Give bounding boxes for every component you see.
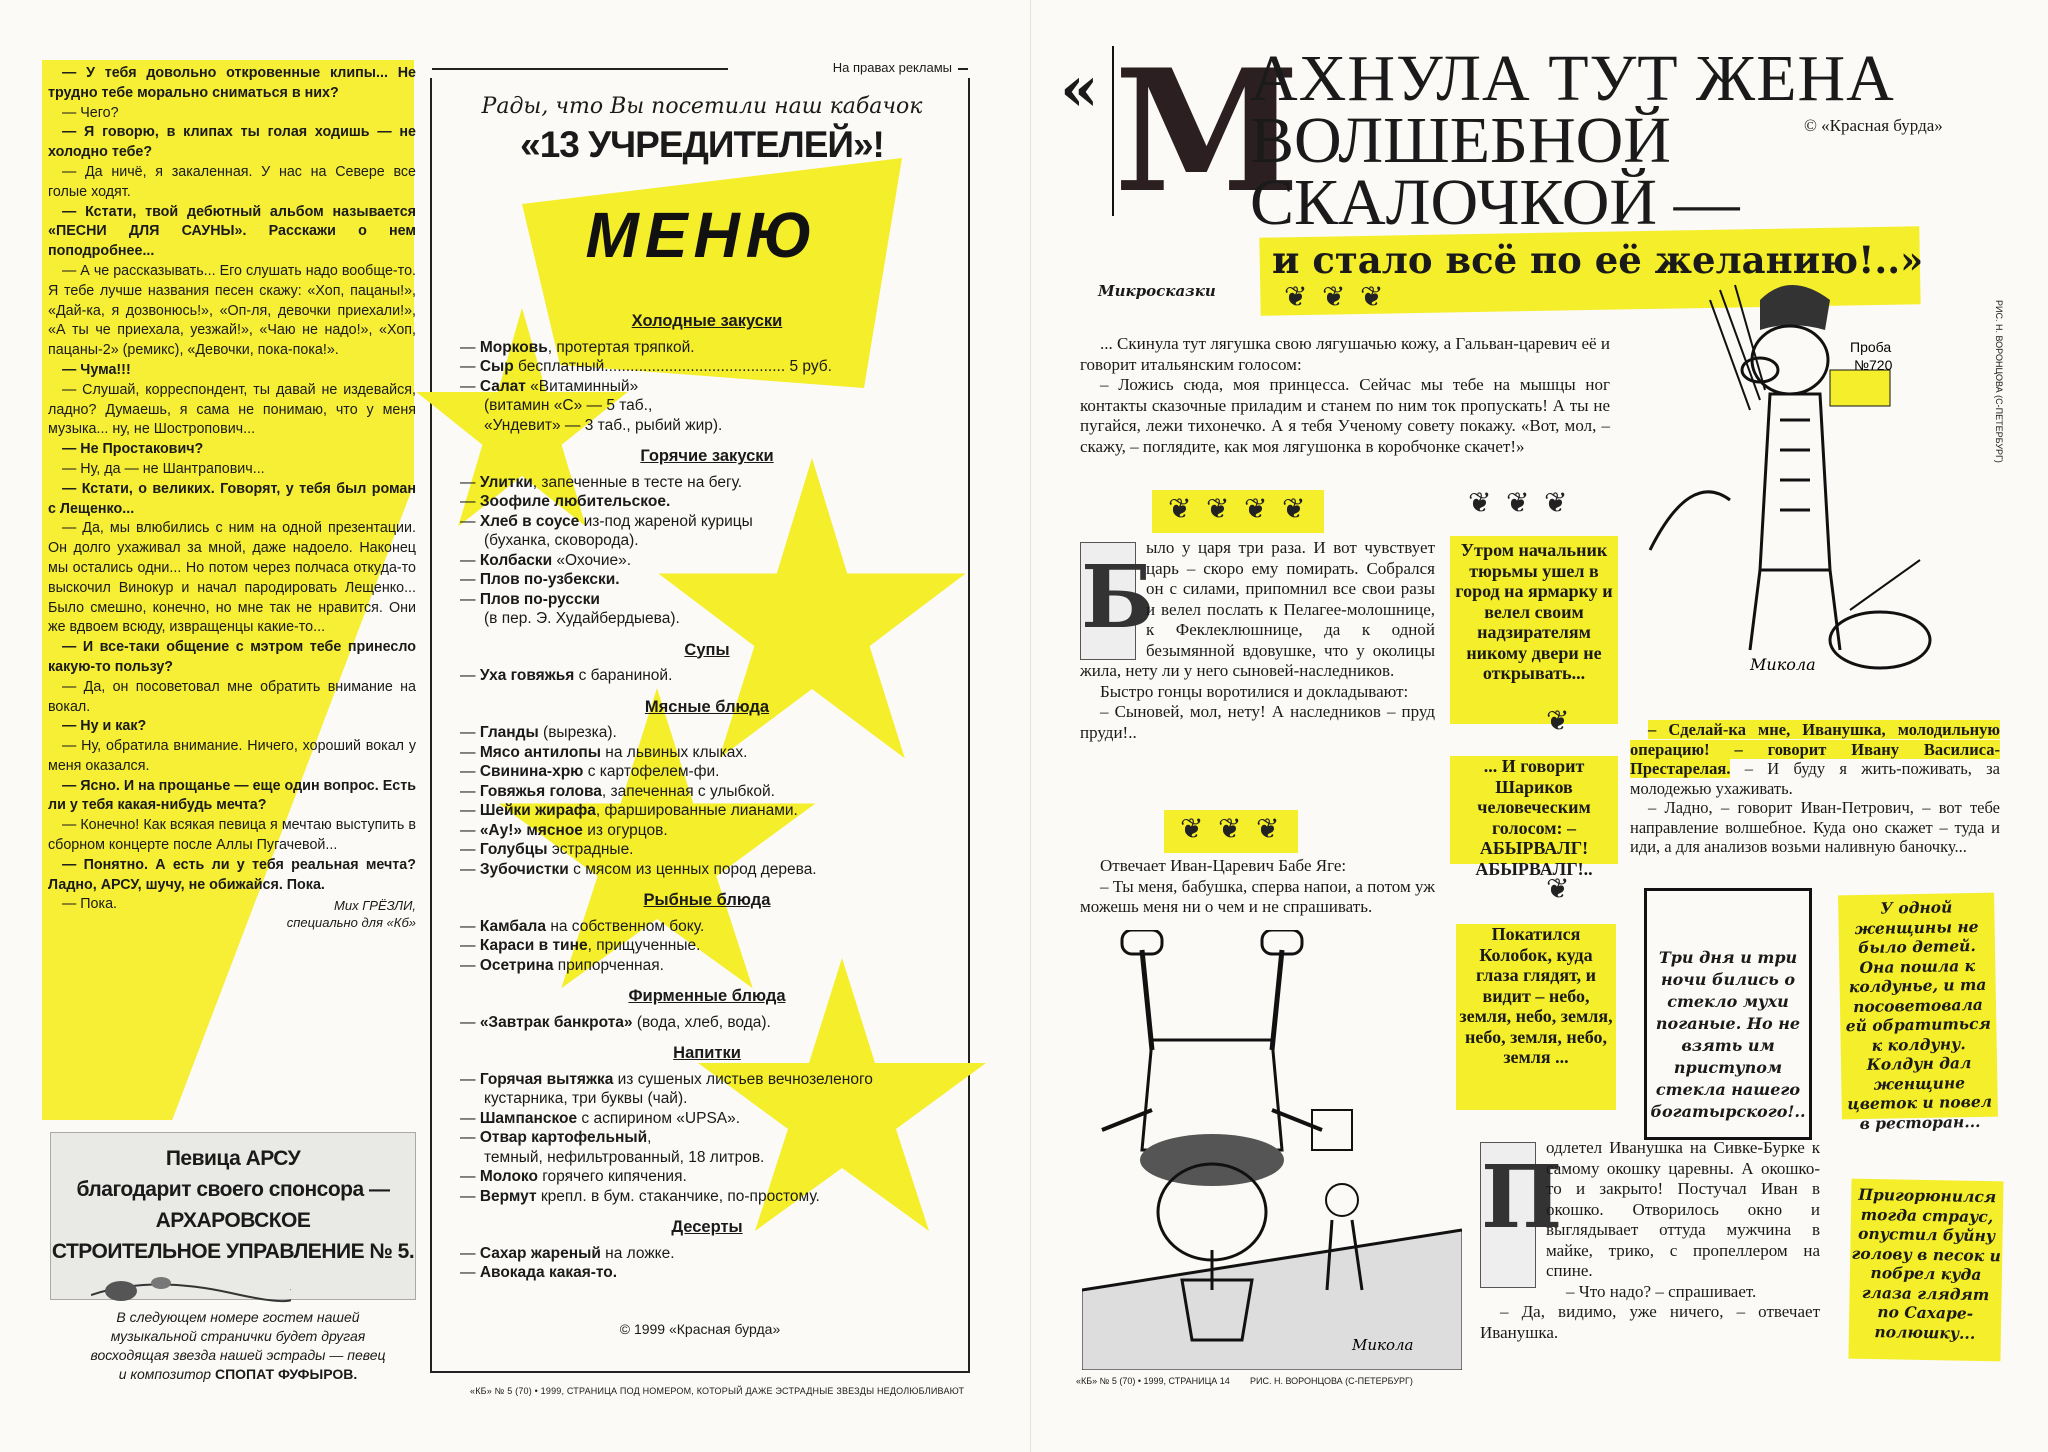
ornament-icon bbox=[1544, 490, 1570, 516]
sponsor-line: АРХАРОВСКОЕ bbox=[155, 1209, 311, 1232]
menu-dash: — bbox=[460, 338, 480, 356]
interview-question: — Чума!!! bbox=[62, 361, 131, 378]
story-paragraph: ... Скинула тут лягушка свою лягушачью кожу, а Гальван-царевич её и говорит итальянским голосом: bbox=[1080, 334, 1610, 374]
menu-dash: — bbox=[460, 590, 480, 608]
menu-item bbox=[460, 1167, 954, 1187]
story-paragraph: – Да, видимо, уже ничего, – отвечает Иванушка. bbox=[1480, 1302, 1820, 1342]
story-paragraph: – Что надо? – спрашивает. bbox=[1566, 1281, 1757, 1301]
menu-item-note: (витамин «С» — 5 таб., bbox=[484, 397, 653, 414]
menu-item-desc: из огурцов. bbox=[582, 821, 668, 839]
interview-question: — Кстати, твой дебютный альбом называется «ПЕСНИ ДЛЯ САУНЫ». Расскажи о нем поподробнее... bbox=[48, 203, 416, 260]
menu-dash: — bbox=[460, 571, 480, 588]
menu-section-title: Фирменные блюда bbox=[628, 987, 786, 1005]
menu-item bbox=[460, 357, 954, 377]
menu-item-name: Камбала bbox=[479, 917, 547, 935]
interview-question: — И все-таки общение с мэтром тебе принесло какую-то пользу? bbox=[48, 639, 416, 675]
menu-item-name: Плов по-узбекски. bbox=[479, 571, 620, 588]
sponsor-line: Певица АРСУ bbox=[165, 1147, 301, 1170]
interview-answer: — Пока. bbox=[62, 896, 117, 913]
story-lead: – Сделай-ка мне, Иванушка, молодильную операцию! – говорит Ивану Василиса-Престарелая. bbox=[1630, 720, 2000, 778]
story-box-prison: Утром начальник тюрьмы ушел в город на ярмарку и велел своим надзирателям никому двери не открывать... bbox=[1450, 536, 1618, 724]
menu-item bbox=[460, 860, 954, 880]
menu-item bbox=[460, 666, 954, 686]
interview-answer: — Конечно! Как всякая певица я мечтаю выступить в сборном концерте после Аллы Пугачевой... bbox=[48, 817, 416, 854]
ornament-row bbox=[1540, 708, 1578, 739]
menu-section-title: Холодные закуски bbox=[631, 312, 783, 330]
menu-item-name: Улитки bbox=[479, 473, 533, 491]
quote-mark: « bbox=[1060, 52, 1099, 125]
menu-item bbox=[460, 1013, 954, 1033]
interview-answer: — Ну, обратила внимание. Ничего, хороший вокал у меня оказался. bbox=[48, 738, 416, 774]
menu-item bbox=[460, 551, 954, 571]
story-ivanushka bbox=[1480, 1138, 1820, 1343]
menu-dash: — bbox=[460, 551, 480, 569]
headline-line: ВОЛШЕБНОЙ bbox=[1250, 104, 1671, 177]
restaurant-name: «13 УЧРЕДИТЕЛЕЙ»! bbox=[520, 124, 884, 165]
menu-dash: — bbox=[460, 1187, 480, 1205]
menu-item-note: темный, нефильтрованный, 18 литров. bbox=[484, 1148, 765, 1166]
menu-dash: — bbox=[460, 512, 480, 530]
story-box-childless: У одной женщины не было детей. Она пошла к колдунье, и та посоветовала ей обратиться к колдуну. Колдун дал женщине цветок и повел в ресторан... bbox=[1838, 893, 1998, 1120]
ornament-icon bbox=[1360, 284, 1386, 310]
menu-item-desc: из-под жареной курицы bbox=[579, 512, 753, 530]
menu-item-name: Морковь bbox=[479, 338, 548, 356]
menu-item-desc: крепл. в бум. стаканчике, по-простому. bbox=[536, 1187, 820, 1205]
sponsor-line: СТРОИТЕЛЬНОЕ УПРАВЛЕНИЕ № 5. bbox=[51, 1240, 415, 1263]
menu-item-name: Сыр bbox=[479, 358, 514, 375]
ornament-icon bbox=[1506, 490, 1532, 516]
menu-dash: — bbox=[460, 1129, 480, 1146]
menu-item bbox=[460, 473, 954, 493]
menu-item-desc: бесплатный.......................................... 5 руб. bbox=[513, 358, 832, 375]
cartoon-signature: Микола bbox=[1352, 1336, 1414, 1354]
menu-item-name: Отвар картофельный bbox=[479, 1129, 648, 1146]
menu-item-note: «Ундевит» — 3 таб., рыбий жир). bbox=[484, 416, 723, 434]
ornament-icon bbox=[1284, 284, 1310, 310]
interview-question: — Я говорю, в клипах ты голая ходишь — не холодно тебе? bbox=[48, 124, 416, 161]
story-paragraph: Отвечает Иван-Царевич Бабе Яге: bbox=[1100, 856, 1347, 875]
footer-left: «КБ» № 5 (70) • 1999, СТРАНИЦА ПОД НОМЕРОМ, КОТОРЫЙ ДАЖЕ ЭСТРАДНЫЕ ЗВЕЗДЫ НЕДОЛЮБЛИВАЮТ bbox=[470, 1386, 965, 1396]
copyright-text: © 1999 «Красная бурда» bbox=[619, 1321, 781, 1337]
signature-author: Мих ГРЁЗЛИ, bbox=[334, 898, 416, 914]
menu-item-name: Плов по-русски bbox=[479, 590, 600, 608]
interview-question: — Понятно. А есть ли у тебя реальная мечта? Ладно, АРСУ, шучу, не обижайся. Пока. bbox=[48, 856, 416, 893]
menu-item bbox=[460, 1244, 954, 1264]
interview-signature bbox=[48, 897, 416, 931]
menu-item-desc: на собственном боку. bbox=[546, 917, 705, 935]
ornament-row bbox=[1164, 810, 1298, 853]
menu-item-name: Уха говяжья bbox=[479, 667, 575, 684]
next-issue-note bbox=[88, 1308, 388, 1384]
menu-item-name: Салат bbox=[479, 377, 526, 395]
menu-item-desc: из сушеных листьев вечнозеленого bbox=[613, 1070, 873, 1088]
menu-dash: — bbox=[460, 860, 480, 878]
menu-item-desc: эстрадные. bbox=[547, 841, 634, 858]
menu-item bbox=[460, 936, 954, 956]
footer-right: «КБ» № 5 (70) • 1999, СТРАНИЦА 14 bbox=[1076, 1376, 1230, 1386]
story-paragraph: – Ладно, – говорит Иван-Петрович, – вот тебе направление волшебное. Куда оно скажет – туда и иди, а для анализов возьми наливную баночку... bbox=[1630, 798, 2000, 856]
menu-item bbox=[460, 590, 954, 629]
ornament-row bbox=[1462, 490, 1576, 521]
vertical-credit: РИС. Н. ВОРОНЦОВА (С-ПЕТЕРБУРГ) bbox=[1994, 300, 2004, 463]
ornament-icon bbox=[1206, 496, 1232, 522]
menu-item bbox=[460, 1128, 954, 1167]
menu-ad bbox=[430, 60, 970, 1373]
story-paragraph: Быстро гонцы воротилися и докладывают: bbox=[1100, 681, 1409, 701]
cartoon-caption: №720 bbox=[1854, 357, 1893, 373]
menu-item bbox=[460, 956, 954, 976]
menu-item bbox=[460, 1187, 954, 1207]
menu-section-title: Мясные блюда bbox=[644, 697, 770, 716]
menu-item-name: Молоко bbox=[479, 1168, 538, 1185]
menu-item-name: Хлеб в соусе bbox=[479, 512, 580, 530]
menu-item-desc: с мясом из ценных пород дерева. bbox=[568, 860, 817, 878]
menu-dash: — bbox=[460, 1070, 480, 1088]
interview-answer: — Слушай, корреспондент, ты давай не издевайся, ладно? Думаешь, я сама не понимаю, что у меня музыка... ну, не Шостропович... bbox=[48, 381, 416, 438]
menu-item bbox=[460, 1070, 954, 1109]
menu-item-name: Авокада какая-то. bbox=[479, 1264, 618, 1281]
interview-answer: — Ну, да — не Шантрапович... bbox=[62, 460, 265, 477]
ornament-icon bbox=[1282, 496, 1308, 522]
menu-item-name: Шампанское bbox=[479, 1109, 578, 1127]
menu-dash: — bbox=[460, 743, 480, 761]
ornate-initial bbox=[1112, 32, 1300, 230]
ornament-icon bbox=[1180, 816, 1206, 842]
menu-dash: — bbox=[460, 1013, 480, 1031]
menu-dash: — bbox=[460, 841, 480, 858]
footer-illustration-credit: РИС. Н. ВОРОНЦОВА (С-ПЕТЕРБУРГ) bbox=[1250, 1376, 1413, 1386]
menu-item bbox=[460, 512, 954, 551]
menu-item-desc: с аспирином «UPSA». bbox=[577, 1109, 741, 1127]
ornament-icon bbox=[1256, 816, 1282, 842]
menu-dash: — bbox=[460, 493, 480, 510]
menu-item-name: Зоофиле любительское. bbox=[479, 493, 671, 510]
menu-dash: — bbox=[460, 724, 480, 741]
headline-credit: © «Красная бурда» bbox=[1804, 116, 1943, 135]
drop-cap: Б bbox=[1080, 542, 1136, 660]
menu-item bbox=[460, 762, 954, 782]
story-box-sharikov: ... И говорит Шариков человеческим голосом: – АБЫРВАЛГ! АБЫРВАЛГ!.. bbox=[1450, 756, 1618, 864]
story-paragraph: – Ты меня, бабушка, сперва напои, а потом уж можешь меня ни о чем и не спрашивать. bbox=[1080, 876, 1435, 916]
menu-item-desc: , фаршированные лианами. bbox=[595, 802, 798, 819]
menu-item bbox=[460, 1109, 954, 1129]
menu-item-desc: «Охочие». bbox=[552, 551, 632, 569]
rose-icon bbox=[91, 1265, 291, 1305]
next-issue-text: В следующем номере гостем нашей музыкальной странички будет другая восходящая звезда нашей эстрады — певец и композитор bbox=[90, 1309, 386, 1382]
menu-item-name: Караси в тине bbox=[479, 937, 588, 954]
menu-dash: — bbox=[460, 821, 480, 839]
menu-item-note: (в пер. Э. Худайбердыева). bbox=[484, 610, 680, 627]
headline-line: СКАЛОЧКОЙ — bbox=[1250, 166, 1740, 239]
menu-dash: — bbox=[460, 667, 480, 684]
interview-question: — Не Простакович? bbox=[62, 441, 204, 458]
menu-dash: — bbox=[460, 802, 480, 819]
menu-item bbox=[460, 1263, 954, 1283]
headline-line: АХНУЛА ТУТ ЖЕНА bbox=[1250, 42, 1895, 115]
menu-item-name: Говяжья голова bbox=[479, 782, 602, 800]
cartoon-signature: Микола bbox=[1750, 655, 1816, 674]
drop-cap: П bbox=[1480, 1142, 1536, 1288]
story-frame-flies: Три дня и три ночи бились о стекло мухи поганые. Но не взять им приступом стекла нашего богатырского!.. bbox=[1644, 888, 1812, 1140]
menu-item bbox=[460, 338, 954, 358]
menu-item-name: Вермут bbox=[479, 1187, 537, 1205]
menu-dash: — bbox=[460, 358, 480, 375]
sponsor-ad bbox=[50, 1132, 416, 1300]
menu-top-border bbox=[432, 68, 728, 70]
menu-item bbox=[460, 492, 954, 512]
menu-item-name: Осетрина bbox=[479, 956, 554, 974]
menu-item-desc: , запеченные в тесте на бегу. bbox=[532, 473, 743, 491]
story-vasilisa bbox=[1630, 720, 2000, 857]
menu-welcome: Рады, что Вы посетили наш кабачок bbox=[481, 94, 923, 119]
story-box-ostrich: Пригорюнился тогда страус, опустил буйну голову в песок и побрел куда глаза глядят по Сахаре-полюшку... bbox=[1848, 1179, 2003, 1362]
menu-item bbox=[460, 723, 954, 743]
menu-item-note: кустарника, три буквы (чай). bbox=[484, 1090, 688, 1107]
interview-answer: — Чего? bbox=[62, 104, 119, 121]
ornament-icon bbox=[1322, 284, 1348, 310]
ornament-row bbox=[1152, 490, 1324, 533]
menu-item-name: Шейки жирафа bbox=[479, 802, 596, 819]
ornament-icon bbox=[1468, 490, 1494, 516]
menu-item bbox=[460, 570, 954, 590]
menu-item-name: Зубочистки bbox=[479, 860, 569, 878]
menu-item-desc: с картофелем-фи. bbox=[583, 763, 720, 780]
menu-dash: — bbox=[460, 917, 480, 935]
menu-item-name: Мясо антилопы bbox=[479, 743, 601, 761]
menu-section-title: Рыбные блюда bbox=[643, 891, 771, 909]
menu-item-desc: горячего кипячения. bbox=[537, 1168, 687, 1185]
ornament-icon bbox=[1218, 816, 1244, 842]
cartoon-archer-illustration bbox=[1640, 270, 1960, 690]
interview-answer: — Да, мы влюбились с ним на одной презентации. Он долго ухаживал за мной, даже надоело. Наконец мы остались одни... Но потом через полчаса откуда-то выскочил Винокур и начал пародировать Лещенко... Было смешно, конечно, но мне так не нравится. Они же вдвоем всюду, извращенцы какие-то... bbox=[48, 520, 416, 636]
menu-item bbox=[460, 840, 954, 860]
menu-item-desc: , прищученные. bbox=[587, 937, 701, 954]
menu-item-desc: на ложке. bbox=[600, 1244, 675, 1262]
sponsor-line: благодарит своего спонсора — bbox=[76, 1178, 390, 1201]
menu-dash: — bbox=[460, 1168, 480, 1185]
ornament-icon bbox=[1244, 496, 1270, 522]
menu-item-name: Свинина-хрю bbox=[479, 763, 584, 780]
menu-dash: — bbox=[460, 956, 480, 974]
menu-dash: — bbox=[460, 782, 480, 800]
interview-column bbox=[48, 64, 416, 931]
menu-item-name: «Завтрак банкрота» bbox=[479, 1013, 633, 1031]
interview-question: — Кстати, о великих. Говорят, у тебя был роман с Лещенко... bbox=[48, 480, 416, 517]
menu-item bbox=[460, 782, 954, 802]
menu-dash: — bbox=[460, 377, 480, 395]
rubric-label: Микросказки bbox=[1098, 282, 1216, 300]
ornament-icon bbox=[1168, 496, 1194, 522]
interview-answer: — А че рассказывать... Его слушать надо вообще-то. Я тебе лучше названия песен скажу: «Хоп, пацаны!», «Дай-ка, я дозвонюсь!», «Оп-ля, девочки приехали!», «А ты че приехала, уезжай!», «Чаю не надо!», «Хоп, пацаны-2» (ремикс), «Девочки, пока-пока!». bbox=[48, 262, 416, 359]
menu-item-desc: (вырезка). bbox=[538, 724, 617, 741]
menu-item bbox=[460, 821, 954, 841]
menu-item-desc: «Витаминный» bbox=[525, 377, 639, 395]
menu-item-desc: (вода, хлеб, вода). bbox=[632, 1013, 771, 1031]
signature-credit: специально для «Кб» bbox=[286, 915, 416, 931]
menu-item-name: Горячая вытяжка bbox=[479, 1070, 614, 1088]
initial-letter: М bbox=[1114, 32, 1300, 230]
interview-question: — У тебя довольно откровенные клипы... Не трудно тебе морально сниматься в них? bbox=[48, 65, 416, 101]
menu-dash: — bbox=[460, 1264, 480, 1281]
menu-item-name: Голубцы bbox=[479, 841, 548, 858]
story-yaga bbox=[1080, 856, 1435, 918]
menu-item bbox=[460, 917, 954, 937]
menu-section-title: Супы bbox=[684, 640, 730, 659]
menu-item-name: Гланды bbox=[479, 724, 539, 741]
story-paragraph: – Сыновей, мол, нету! А наследников – пруд пруди!.. bbox=[1080, 702, 1435, 742]
menu-dash: — bbox=[460, 763, 480, 780]
headline-subline: и стало всё по её желанию!..» bbox=[1272, 238, 1924, 282]
menu-item-name: «Ау!» мясное bbox=[479, 821, 583, 839]
menu-item bbox=[460, 377, 954, 436]
menu-item-desc: припорченная. bbox=[553, 956, 664, 974]
interview-question: — Ясно. И на прощанье — еще один вопрос. Есть ли у тебя какая-нибудь мечта? bbox=[48, 777, 416, 814]
menu-section-title: Напитки bbox=[673, 1044, 741, 1062]
ornament-icon bbox=[1546, 876, 1572, 902]
story-box-kolobok: Покатился Колобок, куда глаза глядят, и видит – небо, земля, небо, земля, небо, земля, небо, земля ... bbox=[1456, 924, 1616, 1110]
cartoon-handstand-illustration bbox=[1082, 930, 1462, 1370]
menu-item bbox=[460, 743, 954, 763]
menu-item-desc: , запеченная с улыбкой. bbox=[601, 782, 775, 800]
story-tsar bbox=[1080, 538, 1435, 743]
menu-item-note: (буханка, сковорода). bbox=[484, 532, 639, 549]
ornament-row bbox=[1278, 284, 1392, 315]
story-frog bbox=[1080, 334, 1610, 457]
menu-item-desc: с бараниной. bbox=[574, 667, 673, 684]
menu-content bbox=[460, 300, 954, 1283]
interview-question: — Ну и как? bbox=[62, 718, 147, 735]
menu-dash: — bbox=[460, 1109, 480, 1127]
cartoon-caption: Проба bbox=[1850, 339, 1892, 355]
story-paragraph: одлетел Иванушка на Сивке-Бурке к самому окошку царевны. А окошко-то и закрыто! Постучал Иван в окошко. Отворилось окно и выглядывает оттуда мужчина в майке, трико, с пропеллером на спине. bbox=[1546, 1138, 1820, 1280]
menu-item bbox=[460, 801, 954, 821]
story-paragraph: – Ложись сюда, моя принцесса. Сейчас мы тебе на мышцы ног контакты сказочные приладим и станем по ним ток пропускать! А ты не пугайся, лежи тихонечко. А я тебя Ученому совету покажу. «Вот, мол, – скажу, – поглядите, как моя лягушонка в коробчонке скачет!» bbox=[1080, 375, 1610, 456]
next-issue-name: СПОПАТ ФУФЫРОВ. bbox=[214, 1366, 358, 1382]
ad-label: На правах рекламы bbox=[827, 60, 958, 75]
story-paragraph: ыло у царя три раза. И вот чувствует царь – скоро ему помирать. Собрался он с силами, припомнил все свои разы и велел послать к Пелагее-молошнице, к Феклеклюшнице, да к одной безымянной вдовушке, что у околицы жила, нету ли у него сыновей-наследников. bbox=[1080, 538, 1435, 680]
menu-item-desc: на львиных клыках. bbox=[600, 743, 748, 761]
menu-section-title: Десерты bbox=[671, 1218, 743, 1236]
menu-item-desc: , bbox=[647, 1129, 652, 1146]
menu-item-name: Колбаски bbox=[479, 551, 553, 569]
menu-item-desc: , протертая тряпкой. bbox=[547, 338, 695, 356]
menu-dash: — bbox=[460, 473, 480, 491]
menu-dash: — bbox=[460, 937, 480, 954]
ornament-row bbox=[1540, 876, 1578, 907]
menu-title: МЕНЮ bbox=[585, 199, 819, 271]
story-rest: – И буду я жить-поживать, за молодежью ухаживать. bbox=[1630, 759, 2000, 798]
menu-section-title: Горячие закуски bbox=[640, 447, 774, 465]
menu-copyright bbox=[432, 1321, 968, 1337]
interview-answer: — Да ничё, я закаленная. У нас на Севере все голые ходят. bbox=[48, 163, 416, 200]
interview-answer: — Да, он посоветовал мне обратить внимание на вокал. bbox=[48, 678, 416, 715]
menu-dash: — bbox=[460, 1244, 480, 1262]
menu-item-name: Сахар жареный bbox=[479, 1244, 601, 1262]
ornament-icon bbox=[1546, 708, 1572, 734]
page-fold bbox=[1030, 0, 1031, 1452]
interview-body bbox=[48, 64, 416, 915]
